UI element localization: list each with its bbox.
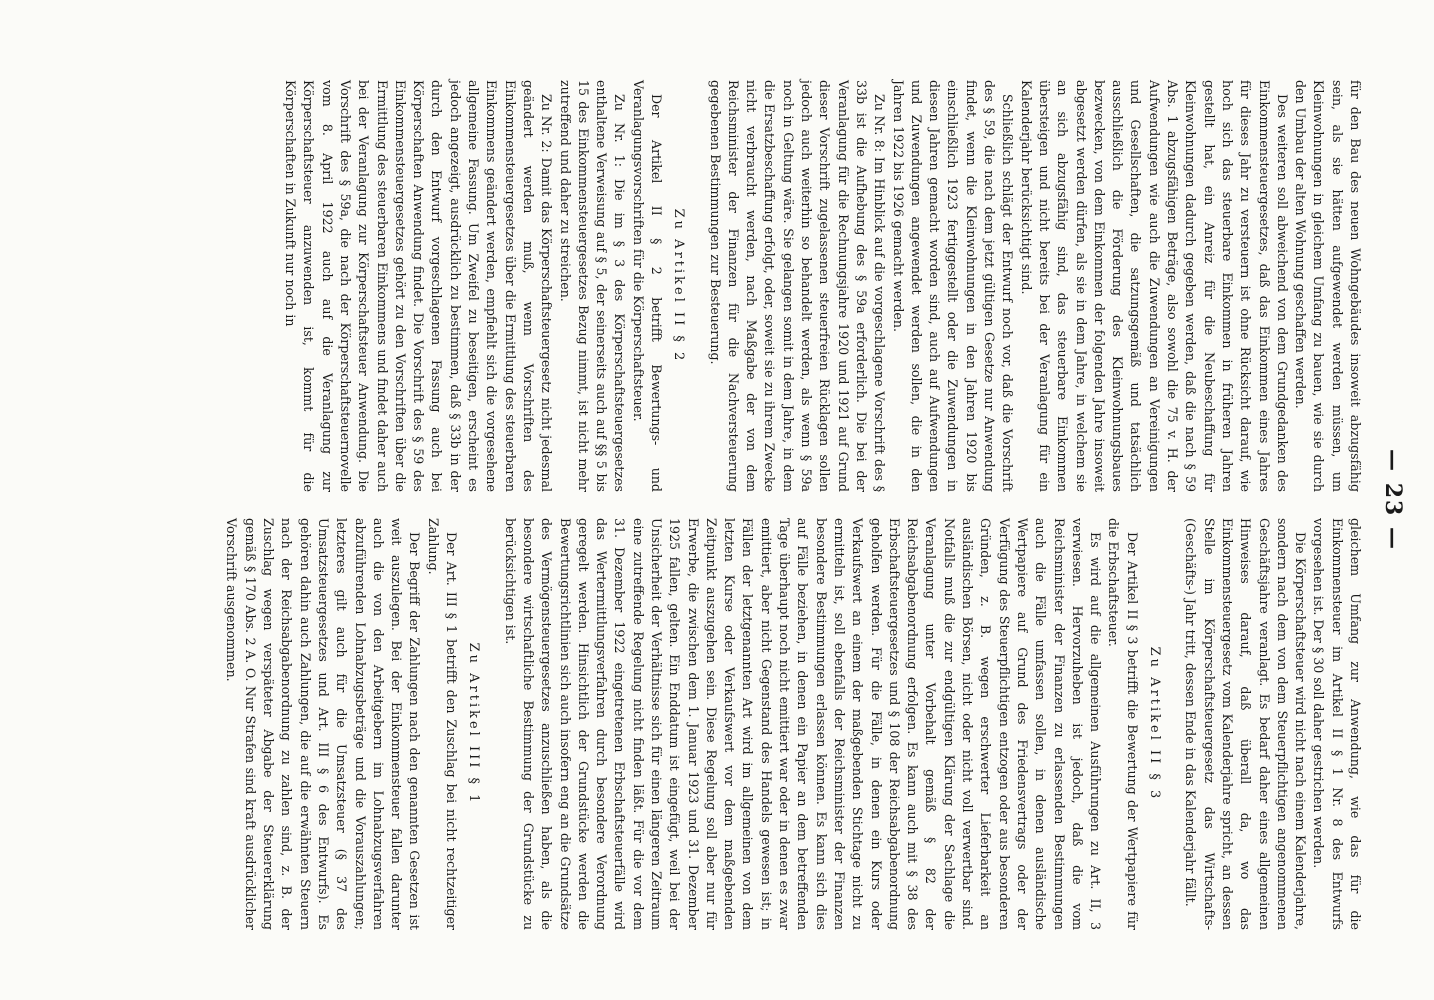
section-intro: Der Artikel II § 2 betrifft Bewertungs- und Veranlagungsvorschriften für die Körperschaftsteuer. <box>630 80 665 492</box>
right-column <box>222 518 1364 930</box>
section-heading: Zu Artikel III § 1 <box>466 642 482 806</box>
paragraph: für den Bau des neuen Wohngebäudes insoweit abzugsfähig sein, als sie hätten aufgewendet werden müssen, um Kleinwohnungen in gleichem Umfang zu bauen, wie sie durch den Umbau der alten Wohnung geschaffen werden. <box>1293 80 1363 492</box>
paragraph: Zu Nr. 2: Damit das Körperschaftsteuergesetz nicht jedesmal geändert werden muß, wenn Vorschriften des Einkommensteuergesetzes über die Ermittlung des steuerbaren Einkommens geändert werden, empfiehlt sich die vorgesehene allgemeine Fassung. Um Zweifel zu beseitigen, erscheint es jedoch angezeigt, ausdrücklich zu bestimmen, daß § 33b in der durch den Entwurf vorgeschlagenen Fassung auch bei Körperschaften Anwendung findet. Die Vorschrift des § 59 des Einkommensteuergesetzes gehört zu den Vorschriften über die Ermittlung des steuerbaren Einkommens und findet daher auch bei der Veranlagung zur Körperschaftsteuer Anwendung. Die Vorschrift des § 59a, die nach der Körperschaftsteuernovelle vom 8. April 1922 auch auf die Veranlagung zur Körperschaftsteuer anzuwenden ist, kommt für die Körperschaften in Zukunft nur noch in <box>283 80 555 492</box>
section-heading: Zu Artikel II § 2 <box>671 208 687 364</box>
paragraph: Zu Nr. 8: Im Hinblick auf die vorgeschlagene Vorschrift des § 33b ist die Aufhebung des § 59a erforderlich. Die bei der Veranlagung für die Rechnungsjahre 1920 und 1921 auf Grund dieser Vorschrift zugelassenen steuerfreien Rücklagen sollen jedoch auch weiterhin so behandelt werden, als wenn § 59a noch in Geltung wäre. Sie gelangen somit in dem Jahre, in dem die Ersatzbeschaffung erfolgt, oder, soweit sie zu ihrem Zwecke nicht verbraucht werden, nach Maßgabe der von dem Reichsminister der Finanzen für die Nachversteuerung gegebenen Bestimmungen zur Besteuerung. <box>707 80 888 492</box>
paragraph: Des weiteren soll abweichend von dem Grundgedanken des Einkommensteuergesetzes, daß das Einkommen eines Jahres für dieses Jahr zu versteuern ist ohne Rücksicht darauf, wie hoch sich das steuerbare Einkommen in früheren Jahren gestellt hat, ein Anreiz für die Neubeschaffung für Kleinwohnungen dadurch gegeben werden, daß die nach § 59 Abs. 1 abzugsfähigen Beträge, also sowohl die 75 v. H. der Aufwendungen wie auch die Zuwendungen an Vereinigungen und Gesellschaften, die satzungsgemäß und tatsächlich ausschließlich die Förderung des Kleinwohnungsbaues bezwecken, von dem Einkommen der folgenden Jahre insoweit abgesetzt werden dürfen, als sie in dem Jahre, in welchem sie an sich abzugsfähig sind, das steuerbare Einkommen übersteigen und nicht bereits bei der Veranlagung für ein Kalenderjahr berücksichtigt sind. <box>1018 80 1290 492</box>
paragraph: gleichem Umfang zur Anwendung, wie das für die Einkommensteuer im Artikel II § 1 Nr. 8 des Entwurfs vorgesehen ist. Der § 30 soll daher gestrichen werden. <box>1311 518 1363 930</box>
paragraph: Der Begriff der Zahlungen nach den genannten Gesetzen ist weit auszulegen. Bei der Einkommensteuer fallen darunter auch die von den Arbeitgebern im Lohnabzugsverfahren abzuführenden Lohnabzugsbeträge und die Vorauszahlungen; letzteres gilt auch für die Umsatzsteuer (§ 37 des Umsatzsteuergesetzes und Art. III § 6 des Entwurfs). Es gehören dahin auch Zahlungen, die auf die erwähnten Steuern nach der Reichsabgabenordnung zu zahlen sind, z. B. der Zuschlag wegen verspäteter Abgabe der Steuererklärung gemäß § 170 Abs. 2 A. O. Nur Strafen sind kraft ausdrücklicher Vorschrift ausgenommen. <box>224 518 423 930</box>
page-number: — 23 — <box>1380 449 1406 551</box>
section-heading: Zu Artikel II § 3 <box>1147 646 1163 802</box>
paragraph: Zu Nr. 1: Die im § 3 des Körperschaftsteuergesetzes enthaltene Verweisung auf § 5, der seinerseits auch auf §§ 5 bis 15 des Einkommensteuergesetzes Bezug nimmt, ist nicht mehr zutreffend und daher zu streichen. <box>557 80 628 492</box>
left-column <box>281 80 1364 492</box>
paragraph: Die Körperschaftsteuer wird nicht nach einem Kalenderjahre, sondern nach dem von dem Steuerpflichtigen angenommenen Geschäftsjahre veranlagt. Es bedarf daher eines allgemeinen Hinweises darauf, daß überall da, wo das Einkommensteuergesetz vom Kalenderjahre spricht, an dessen Stelle im Körperschaftsteuergesetz das Wirtschafts- (Geschäfts-) Jahr tritt, dessen Ende in das Kalenderjahr fällt. <box>1183 518 1309 930</box>
paragraph: Es wird auf die allgemeinen Ausführungen zu Art. II, 3 verwiesen. Hervorzuheben ist jedoch, daß die vom Reichsminister der Finanzen zu erlassenden Bestimmungen auch die Fälle umfassen sollen, in denen ausländische Wertpapiere auf Grund des Friedensvertrags oder der Verfügung des Steuerpflichtigen entzogen oder aus besonderen Gründen, z. B. wegen erschwerter Lieferbarkeit an ausländischen Börsen, nicht oder nicht voll verwertbar sind. Notfalls muß die zur endgültigen Klärung der Sachlage die Veranlagung unter Vorbehalt gemäß § 82 der Reichsabgabenordnung erfolgen. Es kann auch mit § 38 des Erbschaftsteuergesetzes und § 108 der Reichsabgabenordnung geholfen werden. Für die Fälle, in denen ein Kurs oder Verkaufswert an einem der maßgebenden Stichtage nicht zu ermitteln ist, soll ebenfalls der Reichsminister der Finanzen besondere Bestimmungen erlassen können. Es kann sich dies auf Fälle beziehen, in denen ein Papier an dem betreffenden Tage überhaupt noch nicht emittiert war oder in denen es zwar emittiert, aber nicht Gegenstand des Handels gewesen ist; in Fällen der letztgenannten Art wird im allgemeinen von dem letzten Kurse oder Verkaufswert vor dem maßgebenden Zeitpunkt auszugehen sein. Diese Regelung soll aber nur für Erwerbe, die zwischen dem 1. Januar 1923 und 31. Dezember 1925 fallen, gelten. Ein Enddatum ist eingefügt, weil bei der Unsicherheit der Verhältnisse sich für einen längeren Zeitraum eine zutreffende Regelung nicht finden läßt. Für die vor dem 31. Dezember 1922 eingetretenen Erbschaftsteuerfälle wird das Wertermittlungsverfahren durch besondere Verordnung geregelt werden. Hinsichtlich der Grundstücke werden die Bewertungsrichtlinien sich auch insofern eng an die Grundsätze des Vermögensteuergesetzes anzuschließen haben, als die besondere wirtschaftliche Bestimmung der Grundstücke zu berücksichtigen ist. <box>502 518 1104 930</box>
paragraph: Schließlich schlägt der Entwurf noch vor, daß die Vorschrift des § 59, die nach dem jetzt gültigen Gesetze nur Anwendung findet, wenn die Kleinwohnungen in den Jahren 1920 bis einschließlich 1923 fertiggestellt oder die Zuwendungen in diesen Jahren gemacht worden sind, auch auf Aufwendungen und Zuwendungen angewendet werden sollen, die in den Jahren 1922 bis 1926 gemacht werden. <box>890 80 1016 492</box>
section-intro: Der Art. III § 1 betrifft den Zuschlag bei nicht rechtzeitiger Zahlung. <box>425 518 460 930</box>
section-intro: Der Artikel II § 3 betrifft die Bewertung der Wertpapiere für die Erbschaftsteuer. <box>1106 518 1140 930</box>
